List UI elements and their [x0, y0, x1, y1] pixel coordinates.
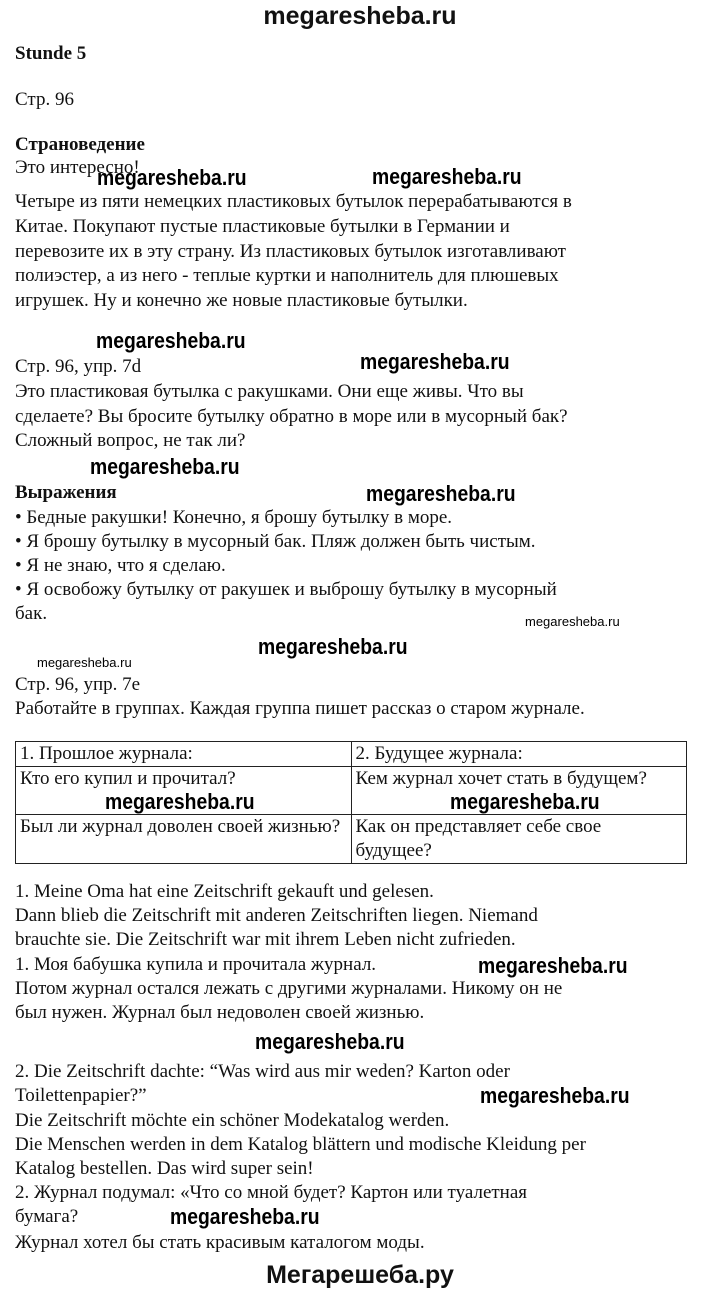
- watermark: megaresheba.ru: [255, 1029, 405, 1054]
- text-line: 1. Моя бабушка купила и прочитала журнал.: [15, 954, 377, 975]
- text-line: Die Menschen werden in dem Katalog blättern und modische Kleidung per: [15, 1134, 586, 1155]
- text-line: сделаете? Вы бросите бутылку обратно в море или в мусорный бак?: [15, 406, 568, 427]
- text-line: игрушек. Ну и конечно же новые пластиковые бутылки.: [15, 290, 468, 311]
- watermark: megaresheba.ru: [170, 1204, 320, 1229]
- text-line: перевозите их в эту страну. Из пластиковых бутылок изготавливают: [15, 241, 566, 262]
- table-cell: 1. Прошлое журнала:: [16, 742, 352, 767]
- table-row: [16, 742, 687, 767]
- text-line: бумага?: [15, 1206, 79, 1227]
- table-cell: Кто его купил и прочитал?: [16, 767, 352, 815]
- table-cell: 2. Будущее журнала:: [351, 742, 687, 767]
- text-line: был нужен. Журнал был недоволен своей жизнью.: [15, 1002, 425, 1023]
- text-line: полиэстер, а из него - теплые куртки и наполнитель для плюшевых: [15, 265, 559, 286]
- section-heading: Выражения: [15, 482, 117, 503]
- watermark: megaresheba.ru: [478, 953, 628, 978]
- exercise-ref: Стр. 96, упр. 7e: [15, 674, 141, 695]
- text-line: Китае. Покупают пустые пластиковые бутылки в Германии и: [15, 216, 510, 237]
- bullet-item: • Бедные ракушки! Конечно, я брошу бутылку в море.: [15, 507, 453, 528]
- watermark: megaresheba.ru: [258, 634, 408, 659]
- text-line: Четыре из пяти немецких пластиковых бутылок перерабатываются в: [15, 191, 572, 212]
- watermark: megaresheba.ru: [372, 164, 522, 189]
- watermark: megaresheba.ru: [90, 454, 240, 479]
- watermark: megaresheba.ru: [96, 328, 246, 353]
- section-heading: Страноведение: [15, 134, 145, 155]
- text-line: Die Zeitschrift möchte ein schöner Modekatalog werden.: [15, 1110, 450, 1131]
- task-text: Работайте в группах. Каждая группа пишет рассказ о старом журнале.: [15, 698, 585, 719]
- table-cell: Кем журнал хочет стать в будущем?: [351, 767, 687, 815]
- page-ref: Стр. 96: [15, 89, 74, 110]
- text-line: Потом журнал остался лежать с другими журналами. Никому он не: [15, 978, 563, 999]
- text-line: Это пластиковая бутылка с ракушками. Они еще живы. Что вы: [15, 381, 524, 402]
- text-line: 1. Meine Oma hat eine Zeitschrift gekauft und gelesen.: [15, 881, 434, 902]
- subtitle: Это интересно!: [15, 157, 140, 178]
- site-header[interactable]: megaresheba.ru: [263, 2, 457, 30]
- exercise-ref: Стр. 96, упр. 7d: [15, 356, 142, 377]
- text-line: Katalog bestellen. Das wird super sein!: [15, 1158, 314, 1179]
- watermark: megaresheba.ru: [97, 165, 247, 190]
- watermark: megaresheba.ru: [360, 349, 510, 374]
- text-line: 2. Die Zeitschrift dachte: “Was wird aus mir weden? Karton oder: [15, 1061, 510, 1082]
- bullet-item: бак.: [15, 603, 48, 624]
- watermark-small: megaresheba.ru: [525, 614, 620, 629]
- text-line: Toilettenpapier?”: [15, 1085, 147, 1106]
- text-line: Сложный вопрос, не так ли?: [15, 430, 246, 451]
- text-line: 2. Журнал подумал: «Что со мной будет? Картон или туалетная: [15, 1182, 528, 1203]
- text-line: Dann blieb die Zeitschrift mit anderen Zeitschriften liegen. Niemand: [15, 905, 538, 926]
- lesson-title: Stunde 5: [15, 43, 87, 64]
- table-row: [16, 815, 687, 864]
- watermark: megaresheba.ru: [450, 789, 600, 814]
- table-cell: Был ли журнал доволен своей жизнью?: [16, 815, 352, 864]
- table-cell: Как он представляет себе свое будущее?: [351, 815, 687, 864]
- text-line: brauchte sie. Die Zeitschrift war mit ihrem Leben nicht zufrieden.: [15, 929, 516, 950]
- watermark: megaresheba.ru: [480, 1083, 630, 1108]
- bullet-item: • Я брошу бутылку в мусорный бак. Пляж должен быть чистым.: [15, 531, 536, 552]
- watermark: megaresheba.ru: [105, 789, 255, 814]
- watermark: megaresheba.ru: [366, 481, 516, 506]
- bullet-item: • Я не знаю, что я сделаю.: [15, 555, 226, 576]
- watermark-small: megaresheba.ru: [37, 655, 132, 670]
- site-footer[interactable]: Мегарешеба.ру: [266, 1261, 454, 1289]
- bullet-item: • Я освобожу бутылку от ракушек и выброшу бутылку в мусорный: [15, 579, 557, 600]
- text-line: Журнал хотел бы стать красивым каталогом моды.: [15, 1232, 425, 1253]
